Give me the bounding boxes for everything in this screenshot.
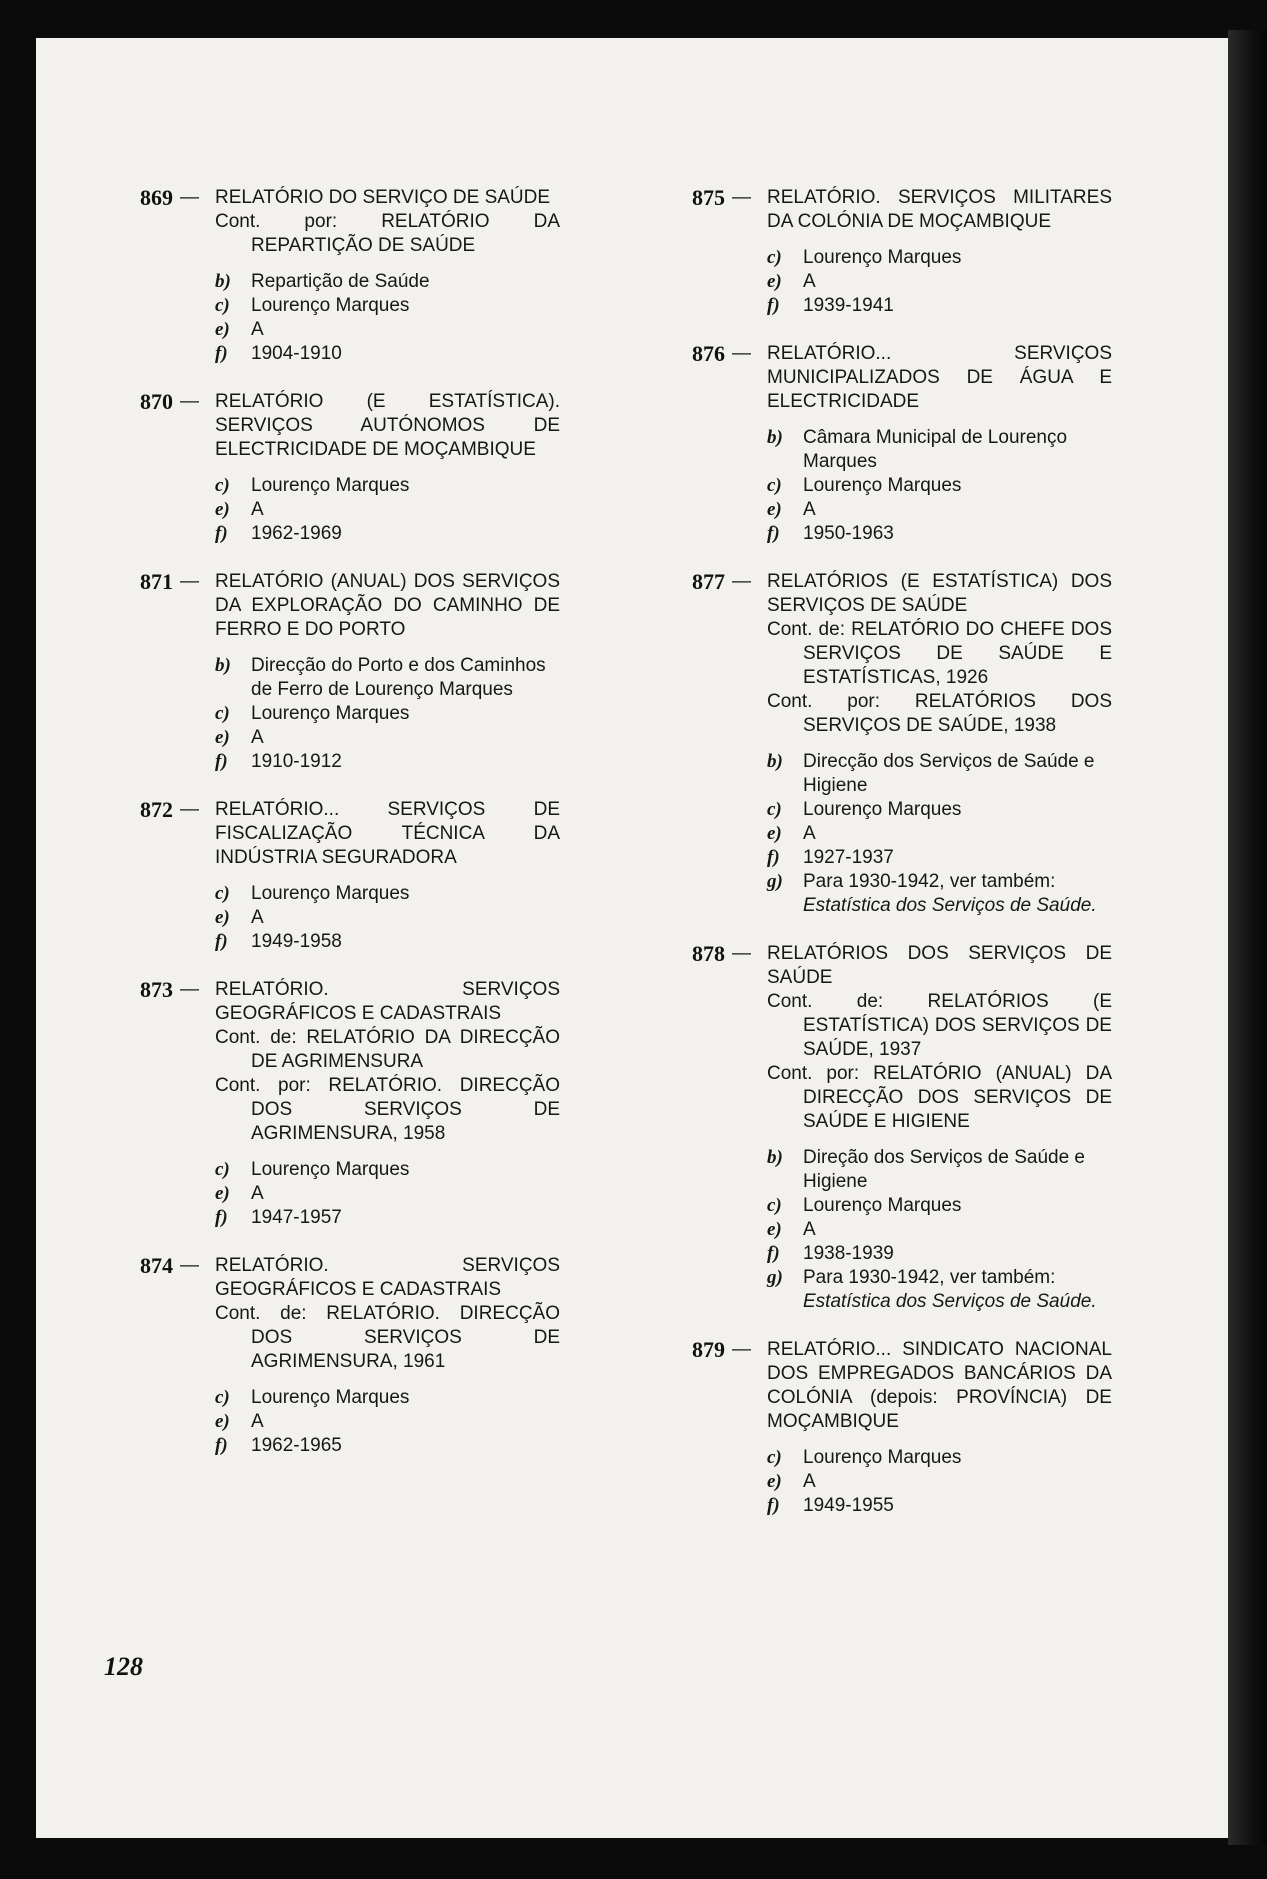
field-text: Lourenço Marques xyxy=(251,1387,410,1408)
field-letter: b) xyxy=(215,655,231,676)
entry-dash: — xyxy=(732,571,751,592)
catalog-entry xyxy=(140,1254,560,1458)
entry-dash: — xyxy=(180,799,199,820)
book-spine-shadow xyxy=(1228,30,1267,1845)
entry-continuation-note: Cont. de: RELATÓRIO DO CHEFE DOS SERVIÇOS DE SAÚDE E ESTATÍSTICAS, 1926 xyxy=(767,619,1112,688)
entry-field xyxy=(767,822,1112,846)
field-text: Lourenço Marques xyxy=(803,1195,962,1216)
entry-number: 876 xyxy=(692,341,725,366)
field-letter: f) xyxy=(215,1435,228,1456)
field-letter: b) xyxy=(767,751,783,772)
field-letter: c) xyxy=(215,295,230,316)
field-letter: b) xyxy=(767,1147,783,1168)
field-letter: e) xyxy=(215,1183,230,1204)
entry-field xyxy=(215,522,560,546)
entry-continuation-note: Cont. por: RELATÓRIO. DIRECÇÃO DOS SERVIÇOS DE AGRIMENSURA, 1958 xyxy=(215,1075,560,1144)
entry-field xyxy=(215,1182,560,1206)
field-text: Direcção do Porto e dos Caminhos de Ferro de Lourenço Marques xyxy=(251,655,546,700)
entry-field xyxy=(767,1218,1112,1242)
field-text: Lourenço Marques xyxy=(251,475,410,496)
catalog-entry xyxy=(692,570,1112,918)
field-text: A xyxy=(803,1219,816,1240)
field-letter: f) xyxy=(215,751,228,772)
entry-heading xyxy=(692,570,1112,618)
catalog-entry xyxy=(692,342,1112,546)
field-reference-title: Estatística dos Serviços de Saúde. xyxy=(803,895,1097,916)
entry-dash: — xyxy=(732,1339,751,1360)
entry-field xyxy=(215,882,560,906)
entry-field xyxy=(767,1266,1112,1314)
field-letter: c) xyxy=(767,475,782,496)
field-text: 1949-1958 xyxy=(251,931,342,952)
entry-field xyxy=(215,1206,560,1230)
field-letter: e) xyxy=(215,907,230,928)
field-text: 1927-1937 xyxy=(803,847,894,868)
entry-field xyxy=(767,246,1112,270)
field-letter: b) xyxy=(767,427,783,448)
entry-field xyxy=(767,1446,1112,1470)
entry-title: RELATÓRIO. SERVIÇOS MILITARES DA COLÓNIA DE MOÇAMBIQUE xyxy=(767,187,1112,232)
entry-fields xyxy=(767,246,1112,318)
entry-heading xyxy=(140,390,560,462)
entry-field xyxy=(767,474,1112,498)
entry-fields xyxy=(215,882,560,954)
field-text: A xyxy=(803,499,816,520)
catalog-entry xyxy=(140,798,560,954)
field-letter: e) xyxy=(767,271,782,292)
field-text: A xyxy=(803,1471,816,1492)
field-letter: c) xyxy=(215,1387,230,1408)
entry-continuation-note: Cont. por: RELATÓRIO (ANUAL) DA DIRECÇÃO DOS SERVIÇOS DE SAÚDE E HIGIENE xyxy=(767,1063,1112,1132)
entry-field xyxy=(767,870,1112,918)
entry-heading xyxy=(140,186,560,210)
entry-fields xyxy=(215,654,560,774)
entry-heading xyxy=(140,978,560,1026)
field-letter: f) xyxy=(767,1243,780,1264)
entry-field xyxy=(215,906,560,930)
field-text: 1962-1965 xyxy=(251,1435,342,1456)
field-text: A xyxy=(251,319,264,340)
field-text: Direcção dos Serviços de Saúde e Higiene xyxy=(803,751,1095,796)
field-text: A xyxy=(803,271,816,292)
entry-field xyxy=(767,270,1112,294)
entry-fields xyxy=(767,1146,1112,1314)
field-text: A xyxy=(803,823,816,844)
entry-field xyxy=(767,426,1112,474)
field-letter: f) xyxy=(215,931,228,952)
entry-heading xyxy=(692,942,1112,990)
field-letter: e) xyxy=(767,1219,782,1240)
entry-fields xyxy=(215,1158,560,1230)
entry-field xyxy=(767,1494,1112,1518)
entry-number: 872 xyxy=(140,797,173,822)
entry-field xyxy=(215,474,560,498)
field-letter: f) xyxy=(767,1495,780,1516)
entry-number: 878 xyxy=(692,941,725,966)
field-letter: e) xyxy=(215,319,230,340)
field-text: Lourenço Marques xyxy=(251,883,410,904)
entry-field xyxy=(767,1470,1112,1494)
field-letter: f) xyxy=(767,847,780,868)
entry-field xyxy=(767,522,1112,546)
entry-dash: — xyxy=(180,187,199,208)
entry-dash: — xyxy=(732,187,751,208)
entry-field xyxy=(215,654,560,702)
field-text: A xyxy=(251,907,264,928)
field-letter: e) xyxy=(215,499,230,520)
field-text: 1947-1957 xyxy=(251,1207,342,1228)
entry-title: RELATÓRIOS (E ESTATÍSTICA) DOS SERVIÇOS DE SAÚDE xyxy=(767,571,1112,616)
entry-number: 871 xyxy=(140,569,173,594)
entry-field xyxy=(767,1146,1112,1194)
entry-title: RELATÓRIO (E ESTATÍSTICA). SERVIÇOS AUTÓNOMOS DE ELECTRICIDADE DE MOÇAMBIQUE xyxy=(215,391,560,460)
catalog-entry xyxy=(140,978,560,1230)
entry-field xyxy=(215,1434,560,1458)
entry-title: RELATÓRIO... SINDICATO NACIONAL DOS EMPREGADOS BANCÁRIOS DA COLÓNIA (depois: PROVÍNCIA) DE MOÇAMBIQUE xyxy=(767,1339,1112,1432)
field-text: Câmara Municipal de Lourenço Marques xyxy=(803,427,1068,472)
entry-field xyxy=(215,702,560,726)
field-letter: f) xyxy=(215,523,228,544)
entry-number: 879 xyxy=(692,1337,725,1362)
field-text: Direção dos Serviços de Saúde e Higiene xyxy=(803,1147,1085,1192)
entry-title: RELATÓRIO... SERVIÇOS MUNICIPALIZADOS DE ÁGUA E ELECTRICIDADE xyxy=(767,343,1112,412)
field-letter: e) xyxy=(767,823,782,844)
field-text: 1939-1941 xyxy=(803,295,894,316)
entry-number: 870 xyxy=(140,389,173,414)
field-letter: f) xyxy=(767,295,780,316)
entry-fields xyxy=(215,1386,560,1458)
entry-title: RELATÓRIO... SERVIÇOS DE FISCALIZAÇÃO TÉCNICA DA INDÚSTRIA SEGURADORA xyxy=(215,799,560,868)
field-text: Lourenço Marques xyxy=(803,799,962,820)
field-letter: c) xyxy=(767,247,782,268)
field-letter: c) xyxy=(767,1195,782,1216)
field-letter: c) xyxy=(215,883,230,904)
entry-number: 869 xyxy=(140,185,173,210)
entry-heading xyxy=(140,1254,560,1302)
entry-heading xyxy=(692,342,1112,414)
entry-field xyxy=(215,726,560,750)
entry-continuation-note: Cont. de: RELATÓRIO DA DIRECÇÃO DE AGRIMENSURA xyxy=(215,1027,560,1072)
field-letter: f) xyxy=(215,343,228,364)
entry-dash: — xyxy=(732,943,751,964)
field-letter: c) xyxy=(215,703,230,724)
right-column xyxy=(692,186,1112,1518)
entry-fields xyxy=(767,426,1112,546)
entry-field xyxy=(215,1386,560,1410)
entry-continuation-note: Cont. por: RELATÓRIOS DOS SERVIÇOS DE SAÚDE, 1938 xyxy=(767,691,1112,736)
entry-continuation-note: Cont. de: RELATÓRIOS (E ESTATÍSTICA) DOS SERVIÇOS DE SAÚDE, 1937 xyxy=(767,991,1112,1060)
field-letter: c) xyxy=(215,1159,230,1180)
field-text: 1949-1955 xyxy=(803,1495,894,1516)
entry-field xyxy=(767,498,1112,522)
field-text: Lourenço Marques xyxy=(251,1159,410,1180)
entry-field xyxy=(215,1410,560,1434)
field-text: A xyxy=(251,1411,264,1432)
catalog-entry xyxy=(140,390,560,546)
left-column xyxy=(140,186,560,1458)
entry-fields xyxy=(215,270,560,366)
field-text: A xyxy=(251,499,264,520)
field-text: 1904-1910 xyxy=(251,343,342,364)
field-letter: b) xyxy=(215,271,231,292)
field-letter: c) xyxy=(767,799,782,820)
entry-continuation-note: Cont. de: RELATÓRIO. DIRECÇÃO DOS SERVIÇOS DE AGRIMENSURA, 1961 xyxy=(215,1303,560,1372)
entry-title: RELATÓRIO. SERVIÇOS GEOGRÁFICOS E CADASTRAIS xyxy=(215,1255,560,1300)
entry-field xyxy=(767,798,1112,822)
entry-field xyxy=(767,750,1112,798)
entry-title: RELATÓRIO (ANUAL) DOS SERVIÇOS DA EXPLORAÇÃO DO CAMINHO DE FERRO E DO PORTO xyxy=(215,571,560,640)
entry-field xyxy=(215,318,560,342)
entry-field xyxy=(215,342,560,366)
entry-field xyxy=(215,270,560,294)
entry-dash: — xyxy=(180,391,199,412)
catalog-entry xyxy=(692,942,1112,1314)
field-text: Para 1930-1942, ver também: xyxy=(803,871,1056,892)
entry-dash: — xyxy=(180,979,199,1000)
entry-number: 875 xyxy=(692,185,725,210)
entry-field xyxy=(215,930,560,954)
field-letter: f) xyxy=(767,523,780,544)
field-letter: f) xyxy=(215,1207,228,1228)
entry-number: 873 xyxy=(140,977,173,1002)
field-letter: e) xyxy=(215,727,230,748)
page-number: 128 xyxy=(104,1652,143,1681)
field-letter: c) xyxy=(767,1447,782,1468)
field-letter: g) xyxy=(767,1267,783,1288)
entry-title: RELATÓRIO. SERVIÇOS GEOGRÁFICOS E CADASTRAIS xyxy=(215,979,560,1024)
field-text: A xyxy=(251,1183,264,1204)
entry-title: RELATÓRIO DO SERVIÇO DE SAÚDE xyxy=(215,187,551,208)
entry-dash: — xyxy=(180,1255,199,1276)
entry-fields xyxy=(215,474,560,546)
entry-dash: — xyxy=(180,571,199,592)
field-letter: g) xyxy=(767,871,783,892)
catalog-entry xyxy=(692,186,1112,318)
field-text: Lourenço Marques xyxy=(803,475,962,496)
entry-field xyxy=(767,846,1112,870)
entry-field xyxy=(215,1158,560,1182)
entry-heading xyxy=(692,1338,1112,1434)
field-text: Lourenço Marques xyxy=(251,703,410,724)
entry-field xyxy=(767,1194,1112,1218)
entry-field xyxy=(767,1242,1112,1266)
field-text: Para 1930-1942, ver também: xyxy=(803,1267,1056,1288)
entry-field xyxy=(215,294,560,318)
field-letter: e) xyxy=(767,499,782,520)
field-reference-title: Estatística dos Serviços de Saúde. xyxy=(803,1291,1097,1312)
field-text: Lourenço Marques xyxy=(803,1447,962,1468)
entry-heading xyxy=(692,186,1112,234)
field-letter: e) xyxy=(215,1411,230,1432)
entry-heading xyxy=(140,570,560,642)
field-letter: e) xyxy=(767,1471,782,1492)
entry-title: RELATÓRIOS DOS SERVIÇOS DE SAÚDE xyxy=(767,943,1112,988)
entry-fields xyxy=(767,750,1112,918)
field-text: 1938-1939 xyxy=(803,1243,894,1264)
entry-fields xyxy=(767,1446,1112,1518)
entry-field xyxy=(215,498,560,522)
catalog-entry xyxy=(140,570,560,774)
field-letter: c) xyxy=(215,475,230,496)
field-text: 1962-1969 xyxy=(251,523,342,544)
entry-number: 874 xyxy=(140,1253,173,1278)
entry-number: 877 xyxy=(692,569,725,594)
field-text: A xyxy=(251,727,264,748)
field-text: Lourenço Marques xyxy=(803,247,962,268)
entry-field xyxy=(215,750,560,774)
catalog-entry xyxy=(140,186,560,366)
entry-heading xyxy=(140,798,560,870)
field-text: 1950-1963 xyxy=(803,523,894,544)
entry-field xyxy=(767,294,1112,318)
catalog-entry xyxy=(692,1338,1112,1518)
field-text: Lourenço Marques xyxy=(251,295,410,316)
field-text: Repartição de Saúde xyxy=(251,271,430,292)
field-text: 1910-1912 xyxy=(251,751,342,772)
entry-dash: — xyxy=(732,343,751,364)
entry-continuation-note: Cont. por: RELATÓRIO DA REPARTIÇÃO DE SAÚDE xyxy=(215,211,560,256)
